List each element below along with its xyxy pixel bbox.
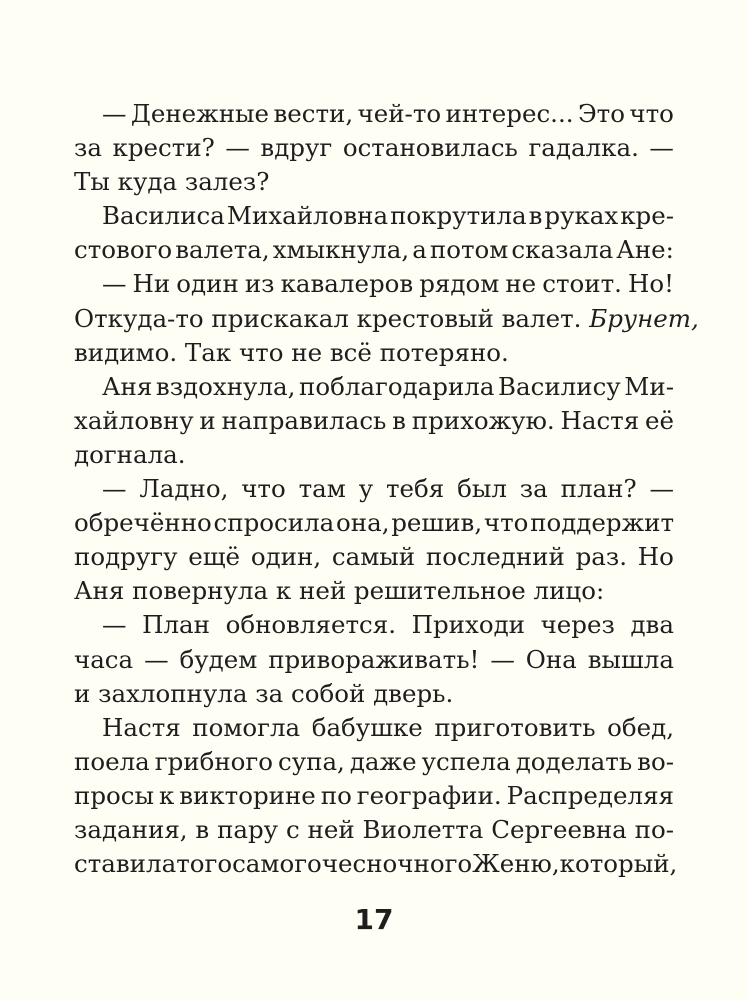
text-line bbox=[74, 779, 674, 813]
word: который, bbox=[559, 849, 678, 879]
word: вздохнула, bbox=[155, 371, 296, 401]
word: Женю, bbox=[472, 849, 560, 879]
word: ставила bbox=[74, 849, 177, 879]
text-line bbox=[74, 336, 674, 370]
word: — bbox=[102, 269, 127, 299]
word: Денежные bbox=[130, 99, 270, 128]
word: стоит. bbox=[542, 269, 622, 299]
word: Настя bbox=[560, 405, 640, 435]
text-line bbox=[74, 267, 674, 301]
word: Настя bbox=[102, 712, 181, 742]
word: Она bbox=[525, 644, 577, 674]
text-line bbox=[74, 847, 678, 881]
text-line bbox=[74, 677, 674, 711]
word: Василиса bbox=[102, 201, 225, 231]
word: поела bbox=[74, 746, 150, 776]
word: Приходи bbox=[411, 610, 525, 640]
text-line bbox=[74, 233, 674, 267]
word: поддержит bbox=[530, 508, 674, 538]
word: план? bbox=[560, 474, 637, 504]
text-line bbox=[74, 370, 674, 404]
word: за bbox=[519, 474, 548, 504]
line-text: Аня повернула к ней решительное лицо: bbox=[74, 576, 605, 606]
word: гадалка. bbox=[528, 133, 639, 163]
word: самого bbox=[232, 849, 322, 879]
word: рядом bbox=[419, 269, 500, 299]
word: один bbox=[176, 269, 239, 299]
word: Ни bbox=[132, 269, 171, 299]
word: а bbox=[412, 235, 427, 265]
word: по- bbox=[634, 814, 674, 844]
word: не bbox=[505, 269, 537, 299]
word: прихожую. bbox=[411, 405, 555, 435]
word: раз. bbox=[575, 542, 628, 572]
word: сказала bbox=[511, 235, 614, 265]
word: кре- bbox=[620, 201, 674, 231]
text-line bbox=[74, 608, 674, 642]
text-line bbox=[74, 540, 674, 574]
word: приготовить bbox=[434, 712, 596, 742]
word: географии. bbox=[356, 780, 502, 810]
line-text: и захлопнула за собой дверь. bbox=[74, 678, 454, 708]
text-line bbox=[74, 813, 674, 847]
word: там bbox=[298, 474, 346, 504]
word: успела bbox=[421, 746, 511, 776]
word: что bbox=[629, 99, 674, 128]
word: за bbox=[74, 133, 102, 163]
word: Ладно, bbox=[139, 474, 229, 504]
word: Но bbox=[637, 542, 674, 572]
word: хайловну bbox=[74, 405, 194, 435]
word: у bbox=[358, 474, 374, 504]
word: в bbox=[392, 405, 406, 435]
word: ещё bbox=[188, 542, 241, 572]
text-line bbox=[74, 711, 674, 745]
line-text: догнала. bbox=[74, 439, 186, 469]
word: — bbox=[102, 474, 127, 504]
word: супа, bbox=[277, 746, 345, 776]
word: один, bbox=[250, 542, 322, 572]
word: что bbox=[241, 474, 286, 504]
word: помогла bbox=[192, 712, 301, 742]
word: тебя bbox=[385, 474, 445, 504]
word: будем bbox=[179, 644, 258, 674]
word: руках bbox=[544, 201, 619, 231]
word: привораживать! bbox=[268, 644, 480, 674]
word: самый bbox=[331, 542, 416, 572]
word: к bbox=[158, 780, 175, 810]
word: хмыкнула, bbox=[272, 235, 410, 265]
word: вдруг bbox=[260, 133, 333, 163]
word: интерес... bbox=[445, 99, 574, 128]
word: Сергеевна bbox=[491, 814, 627, 844]
word: в bbox=[528, 201, 543, 231]
word: направилась bbox=[221, 405, 387, 435]
text-line bbox=[74, 506, 674, 540]
word: часа bbox=[74, 644, 134, 674]
text-line bbox=[74, 199, 674, 233]
word: обновляется. bbox=[225, 610, 397, 640]
text-line bbox=[74, 745, 674, 779]
word: в bbox=[195, 814, 210, 844]
word: кавалеров bbox=[280, 269, 414, 299]
word: задания, bbox=[74, 814, 188, 844]
word: по bbox=[320, 780, 352, 810]
word: План bbox=[142, 610, 210, 640]
line-text: видимо. Так что не всё потеряно. bbox=[74, 337, 509, 367]
word: во- bbox=[637, 746, 674, 776]
word: — bbox=[225, 133, 250, 163]
word: потом bbox=[429, 235, 509, 265]
word: чесночного bbox=[321, 849, 473, 879]
word: валета, bbox=[175, 235, 270, 265]
word: Это bbox=[577, 99, 625, 128]
word: просы bbox=[74, 780, 154, 810]
text-line bbox=[74, 404, 674, 438]
word: стового bbox=[74, 235, 173, 265]
word: чей-то bbox=[357, 99, 442, 128]
word: подругу bbox=[74, 542, 178, 572]
text-line bbox=[74, 643, 674, 677]
word: Распределяя bbox=[506, 780, 674, 810]
italic-word: Брунет, bbox=[589, 303, 699, 333]
word: обед, bbox=[607, 712, 674, 742]
word: — bbox=[102, 99, 127, 128]
word: доделать bbox=[515, 746, 633, 776]
word: был bbox=[457, 474, 507, 504]
word: с bbox=[285, 814, 300, 844]
word: два bbox=[630, 610, 674, 640]
text-line bbox=[74, 131, 674, 165]
word: вышла bbox=[587, 644, 674, 674]
word: решив, bbox=[391, 508, 483, 538]
text-line bbox=[74, 165, 674, 199]
word: поблагодарила bbox=[298, 371, 495, 401]
word: того bbox=[176, 849, 233, 879]
word: пару bbox=[217, 814, 279, 844]
word: через bbox=[540, 610, 615, 640]
word: — bbox=[144, 644, 169, 674]
word: покрутила bbox=[390, 201, 527, 231]
word: Ане: bbox=[616, 235, 674, 265]
line-text: Ты куда залез? bbox=[74, 167, 270, 197]
word: последний bbox=[425, 542, 565, 572]
word: — bbox=[490, 644, 515, 674]
word: Василису bbox=[498, 371, 621, 401]
page-text bbox=[74, 97, 699, 881]
text-line bbox=[74, 302, 699, 336]
word: вести, bbox=[273, 99, 354, 128]
word: что bbox=[483, 508, 529, 538]
word: Михайловна bbox=[226, 201, 389, 231]
word: грибного bbox=[154, 746, 273, 776]
text-line bbox=[74, 438, 674, 472]
word: крести? bbox=[112, 133, 215, 163]
word: Виолетта bbox=[362, 814, 484, 844]
text-line bbox=[74, 472, 674, 506]
word: — bbox=[102, 610, 127, 640]
word: — bbox=[649, 133, 674, 163]
word: она, bbox=[336, 508, 390, 538]
page-number: 17 bbox=[354, 903, 394, 936]
word: Но! bbox=[627, 269, 674, 299]
word: обречённо bbox=[74, 508, 212, 538]
word: даже bbox=[349, 746, 417, 776]
word: ней bbox=[307, 814, 355, 844]
word: викторине bbox=[179, 780, 316, 810]
text-line bbox=[74, 574, 674, 608]
word: Ми- bbox=[624, 371, 674, 401]
word: бабушке bbox=[311, 712, 423, 742]
word: её bbox=[644, 405, 674, 435]
text-line bbox=[74, 97, 674, 131]
word: Аня bbox=[102, 371, 153, 401]
word: — bbox=[649, 474, 674, 504]
word: из bbox=[244, 269, 275, 299]
word: спросила bbox=[213, 508, 335, 538]
word: и bbox=[199, 405, 216, 435]
word: остановилась bbox=[342, 133, 518, 163]
line-text: Откуда-то прискакал крестовый валет. bbox=[74, 303, 582, 333]
